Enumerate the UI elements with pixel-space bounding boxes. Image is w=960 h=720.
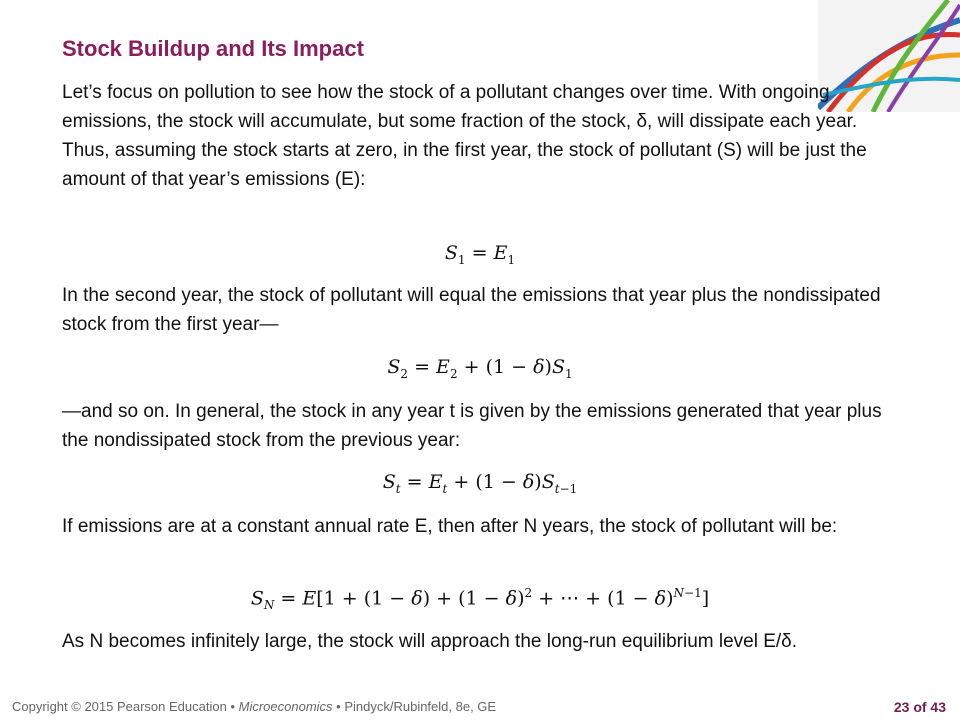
page-number: 23 of 43 xyxy=(893,699,946,715)
paragraph-constant-rate: If emissions are at a constant annual rate E, then after N years, the stock of pollutant will be: xyxy=(62,516,838,537)
footer-authors: • Pindyck/Rubinfeld, 8e, GE xyxy=(336,699,497,714)
equation-s2: $S_2 = E_2 + (1 - \delta)S_1$ xyxy=(387,356,573,381)
footer-copyright: Copyright © 2015 Pearson Education • xyxy=(12,699,235,714)
equation-st: $S_t = E_t + (1 - \delta)S_{t-1}$ xyxy=(382,471,578,496)
equation-s1: $S_1 = E_1$ xyxy=(444,242,516,267)
paragraph-long-run: As N becomes infinitely large, the stock will approach the long-run equilibrium level E/δ. xyxy=(62,631,798,652)
slide-title: Stock Buildup and Its Impact xyxy=(62,36,364,61)
paragraph-intro-text: Let’s focus on pollution to see how the stock of a pollutant changes over time. With ongoing emissions, the stock will accumulate, but some fraction of the stock, δ, will dissipate each year. Thus, assuming the stock starts at zero, in the first year, the stock of pollutant (S) will be just the amount of that year’s emissions (E): xyxy=(62,82,867,190)
paragraph-second-year: In the second year, the stock of pollutant will equal the emissions that year plus the nondissipated stock from the first year— xyxy=(62,285,881,335)
paragraph-general: —and so on. In general, the stock in any year t is given by the emissions generated that year plus the nondissipated stock from the previous year: xyxy=(62,401,882,451)
footer-book: Microeconomics xyxy=(238,699,333,714)
equation-sn: $S_N = E[1 + (1 - \delta) + (1 - \delta)^2$ + ⋯ + $(1 - \delta)^{N-1}$] xyxy=(250,586,710,613)
footer xyxy=(12,699,496,714)
paragraph-intro xyxy=(62,78,902,194)
